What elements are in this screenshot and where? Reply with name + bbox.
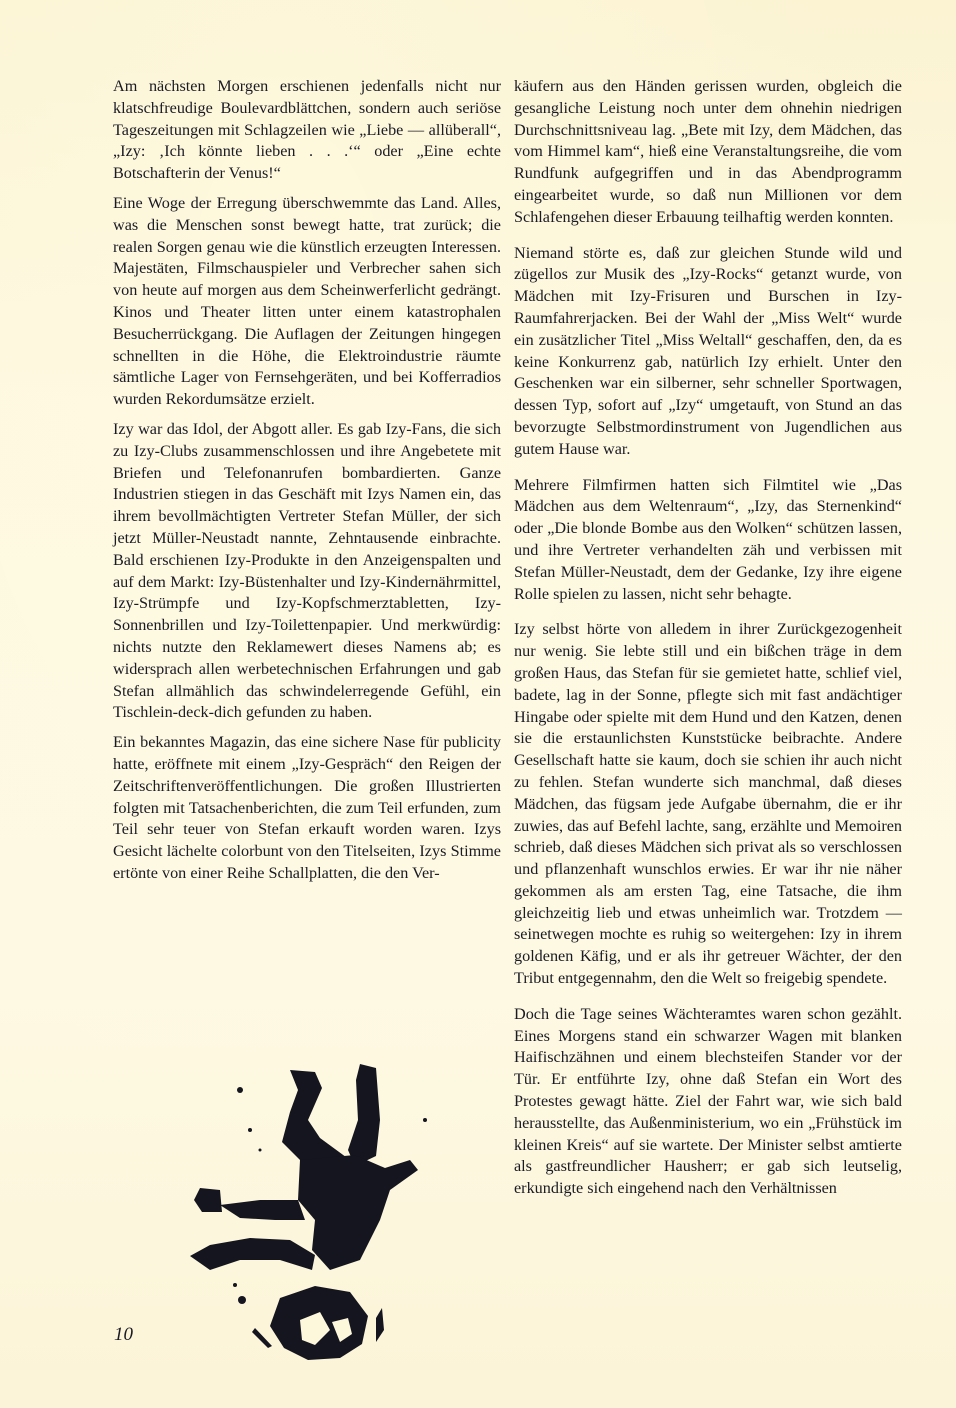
paragraph: Niemand störte es, daß zur gleichen Stunde wild und zügellos zur Musik des „Izy-Rocks“ getanzt wurde, von Mädchen mit Izy-Frisuren und Burschen in Izy-Raumfahrerjacken. Bei der Wahl der „Miss Welt“ wurde ein zusätzlicher Titel „Miss Weltall“ geschaffen, den, da es keine Konkurrenz gab, natürlich Izy erhielt. Unter den Geschenken war ein silberner, sehr schneller Sportwagen, dessen Typ, sofort auf „Izy“ umgetauft, von Stund an das bevorzugte Selbstmordinstrument von Jugendlichen aus gutem Hause war. <box>514 243 902 458</box>
left-text-column <box>113 76 501 893</box>
astronaut-arm-lower <box>190 1238 315 1270</box>
paragraph: käufern aus den Händen gerissen wurden, obgleich die gesangliche Leistung noch unter dem ohnehin niedrigen Durchschnittsniveau lag. „Bete mit Izy, dem Mädchen, das vom Himmel kam“, hieß eine Veranstaltungsreihe, die vom Rundfunk aufgegriffen und in das Abendprogramm eingearbeitet wurde, so daß nun Millionen vor dem Schlafengehen dieser Erbauung teilhaftig werden konnten. <box>514 77 902 226</box>
page-number: 10 <box>114 1324 133 1345</box>
astronaut-figure <box>190 1064 418 1360</box>
falling-astronaut-illustration <box>180 1060 480 1360</box>
astronaut-leg-right <box>348 1064 380 1166</box>
paragraph: Mehrere Filmfirmen hatten sich Filmtitel wie „Das Mädchen aus dem Weltenraum“, „Izy, das Sternenkind“ oder „Die blonde Bombe aus den Wolken“ schützen lassen, und ihre Vertreter verhandelten zäh und verbissen mit Stefan Müller-Neustadt, dem der Gedanke, Izy ihre eigene Rolle spielen zu lassen, nicht sehr behagte. <box>514 475 902 603</box>
astronaut-arm-upper <box>220 1200 305 1220</box>
right-text-column <box>514 76 902 1214</box>
astronaut-torso <box>298 1155 418 1270</box>
astronaut-hand-upper <box>194 1188 222 1212</box>
paragraph: Izy selbst hörte von alledem in ihrer Zurückgezogenheit nur wenig. Sie lebte still und ein bißchen träge in dem großen Haus, das Stefan für sie gemietet hatte, schlief viel, badete, lag in der Sonne, pflegte sich mit fast andächtiger Hingabe oder spielte mit dem Hund und den Katzen, denen sie die erstaunlichsten Kunststücke beibrachte. Andere Gesellschaft hatte sie kaum, doch sie schien ihr auch nicht zu fehlen. Stefan wunderte sich manchmal, daß dieses Mädchen, das fügsam jede Aufgabe übernahm, die er ihr zuwies, das auf Befehl lachte, sang, erzählte und Memoiren schrieb, daß dieses Mädchen sich privat als so verschlossen und pflanzenhaft wunschlos erwies. Er war ihr nie näher gekommen als am ersten Tag, eine Tatsache, die ihm gleichzeitig lieb und etwas unheimlich war. Trotzdem — seinetwegen mochte es ruhig so weitergehen: Izy in ihrem goldenen Käfig, und er als ihr getreuer Wächter, der den Tribut entgegennahm, den die Welt so freigebig spendete. <box>514 620 902 988</box>
paragraph: Eine Woge der Erregung überschwemmte das Land. Alles, was die Menschen sonst bewegt hatte, trat zurück; die realen Sorgen genau wie die künstlich erzeugten Interessen. Majestäten, Filmschauspieler und Verbrecher sahen sich von heute auf morgen aus dem Scheinwerferlicht gedrängt. Kinos und Theater litten unter einem katastrophalen Besucherrückgang. Die Auflagen der Zeitungen hingegen schnellten in die Höhe, die Elektroindustrie räumte sämtliche Lager von Fernsehgeräten, und bei Kofferradios wurden Rekordumsätze erzielt. <box>113 193 501 409</box>
paragraph: Ein bekanntes Magazin, das eine sichere Nase für publicity hatte, eröffnete mit einem „Izy-Gespräch“ den Reigen der Zeitschriftenveröffentlichungen. Die großen Illustrierten folgten mit Tatsachenberichten, die zum Teil erfunden, zum Teil sehr teuer von Stefan erkauft worden waren. Izys Gesicht lächelte colorbunt von den Titelseiten, Izys Stimme ertönte von einer Reihe Schallplatten, die den Ver- <box>113 733 501 882</box>
paragraph: Doch die Tage seines Wächteramtes waren schon gezählt. Eines Morgens stand ein schwarzer Wagen mit blanken Haifischzähnen und einem blechsteifen Stander vor der Tür. Er entführte Izy, ohne daß Stefan ein Wort des Protestes gewagt hätte. Ziel der Fahrt war, wie sich bald herausstellte, das Außenministerium, wo ein „Frühstück im kleinen Kreis“ auf sie wartete. Der Minister selbst amtierte als gastfreundlicher Hausherr; er gab sich leutselig, erkundigte sich eingehend nach den Verhältnissen <box>514 1004 902 1198</box>
paragraph: Am nächsten Morgen erschienen jedenfalls nicht nur klatschfreudige Boulevardblättchen, sondern auch seriöse Tageszeitungen mit Schlagzeilen wie „Liebe — allüberall“, „Izy: ‚Ich könnte lieben . . .‘“ oder „Eine echte Botschafterin der Venus!“ <box>113 77 501 183</box>
paragraph: Izy war das Idol, der Abgott aller. Es gab Izy-Fans, die sich zu Izy-Clubs zusammenschlossen und ihre Angebetete mit Briefen und Telefonanrufen bombardierten. Ganze Industrien stiegen in das Geschäft mit Izys Namen ein, das ihrem bevollmächtigten Vertreter Stefan Müller, der sich jetzt Müller-Neustadt nannte, Zehntausende einbrachte. Bald erschienen Izy-Produkte in den Anzeigenspalten und auf dem Markt: Izy-Büstenhalter und Izy-Kindernährmittel, Izy-Strümpfe und Izy-Kopfschmerztabletten, Izy-Sonnenbrillen und Izy-Toilettenpapier. Und merkwürdig: nichts nutzte den Reklamewert dieses Namens ab; es widersprach allen werbetechnischen Erfahrungen und gab Stefan allmählich das schwindelerregende Gefühl, ein Tischlein-deck-dich gefunden zu haben. <box>113 419 501 722</box>
